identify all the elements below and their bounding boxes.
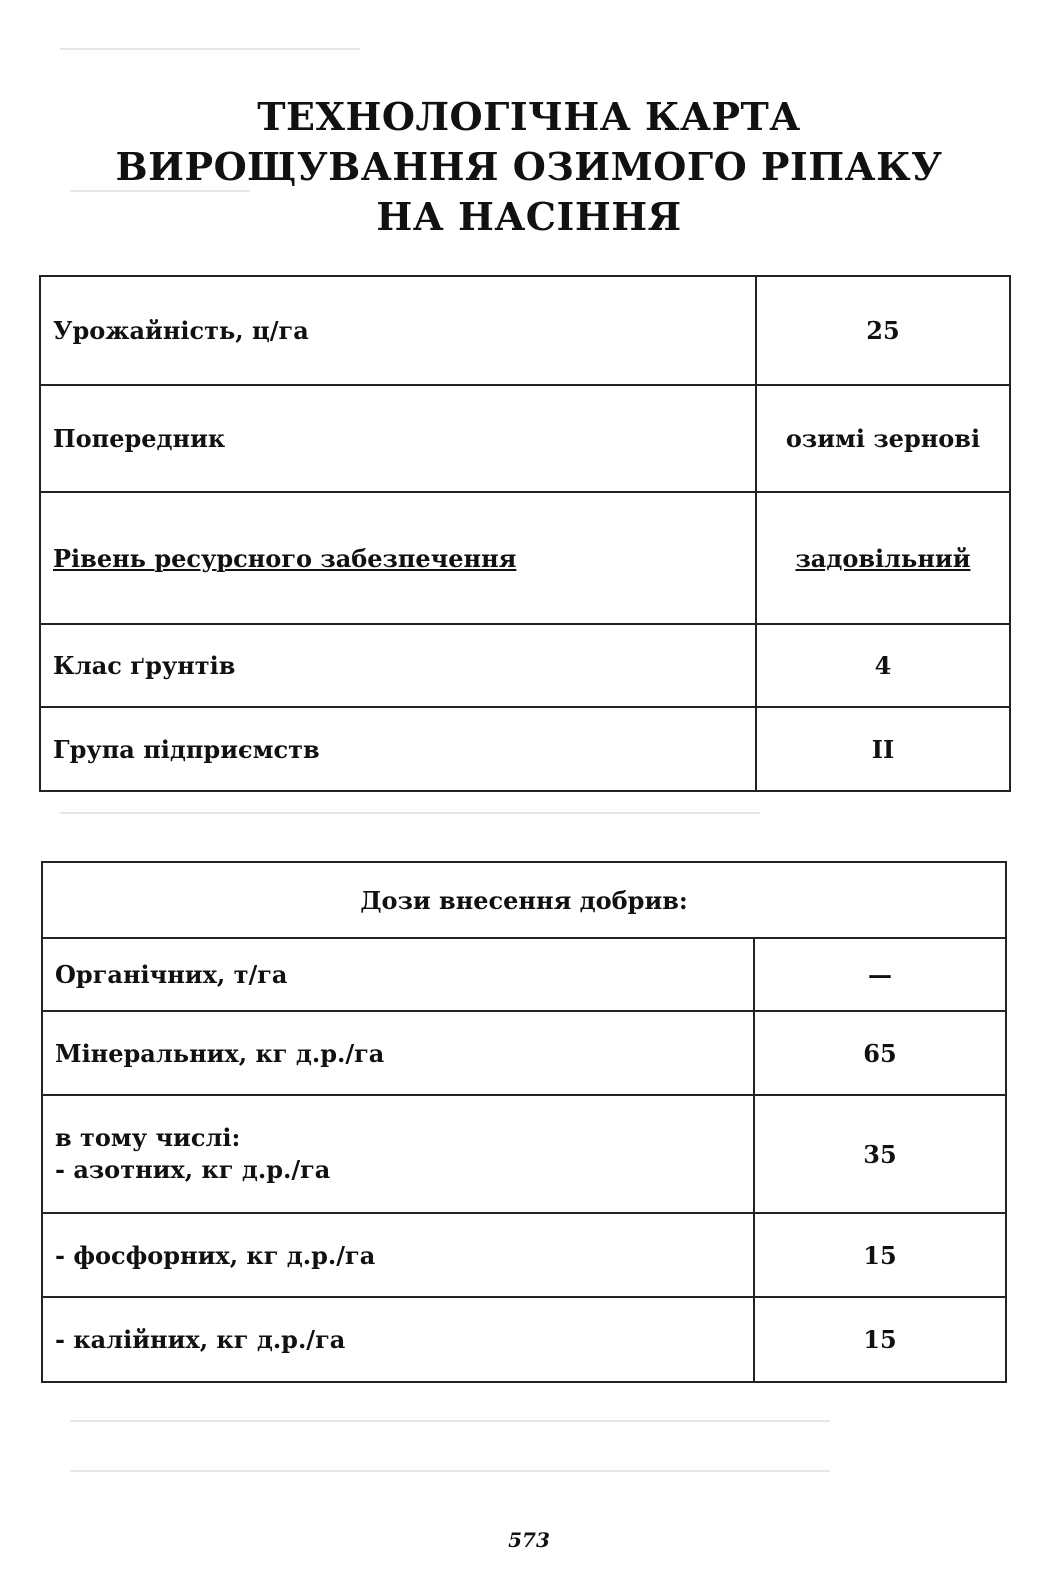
fertilizer-label: - фосфорних, кг д.р./га bbox=[42, 1213, 754, 1297]
param-value: 4 bbox=[756, 624, 1010, 707]
param-value: задовільний bbox=[756, 492, 1010, 624]
bleed-through-line bbox=[70, 1420, 830, 1422]
fertilizer-label: - калійних, кг д.р./га bbox=[42, 1297, 754, 1382]
bleed-through-line bbox=[60, 812, 760, 814]
bleed-through-line bbox=[60, 48, 360, 50]
fertilizer-label-line-2: - азотних, кг д.р./га bbox=[55, 1155, 331, 1184]
fertilizer-value: — bbox=[754, 938, 1006, 1011]
table-row bbox=[42, 1213, 1006, 1297]
fertilizer-label: Мінеральних, кг д.р./га bbox=[42, 1011, 754, 1095]
param-value: II bbox=[756, 707, 1010, 791]
crop-parameters-table bbox=[39, 275, 1011, 792]
fertilizer-doses-table bbox=[41, 861, 1007, 1383]
table-row bbox=[42, 1095, 1006, 1213]
param-label: Попередник bbox=[40, 385, 756, 492]
param-label: Урожайність, ц/га bbox=[40, 276, 756, 385]
table-row bbox=[40, 707, 1010, 791]
fertilizer-value: 35 bbox=[754, 1095, 1006, 1213]
table-row bbox=[42, 1011, 1006, 1095]
fertilizer-value: 15 bbox=[754, 1213, 1006, 1297]
title-line-3: НА НАСІННЯ bbox=[376, 194, 682, 239]
fertilizer-label: Органічних, т/га bbox=[42, 938, 754, 1011]
table-row bbox=[40, 624, 1010, 707]
fertilizer-label-line-1: в тому числі: bbox=[55, 1123, 241, 1152]
table-row bbox=[40, 276, 1010, 385]
page-number: 573 bbox=[508, 1528, 550, 1552]
page-title bbox=[0, 92, 1058, 242]
bleed-through-line bbox=[70, 1470, 830, 1472]
param-label: Група підприємств bbox=[40, 707, 756, 791]
fertilizer-value: 15 bbox=[754, 1297, 1006, 1382]
param-value: озимі зернові bbox=[756, 385, 1010, 492]
fertilizer-value: 65 bbox=[754, 1011, 1006, 1095]
table-row bbox=[40, 385, 1010, 492]
table-row bbox=[40, 492, 1010, 624]
param-label: Клас ґрунтів bbox=[40, 624, 756, 707]
table-row bbox=[42, 938, 1006, 1011]
fertilizer-header: Дози внесення добрив: bbox=[42, 862, 1006, 938]
table-header-row bbox=[42, 862, 1006, 938]
fertilizer-label bbox=[42, 1095, 754, 1213]
title-line-2: ВИРОЩУВАННЯ ОЗИМОГО РІПАКУ bbox=[115, 144, 943, 189]
param-value: 25 bbox=[756, 276, 1010, 385]
title-line-1: ТЕХНОЛОГІЧНА КАРТА bbox=[257, 94, 801, 139]
table-row bbox=[42, 1297, 1006, 1382]
param-label: Рівень ресурсного забезпечення bbox=[40, 492, 756, 624]
